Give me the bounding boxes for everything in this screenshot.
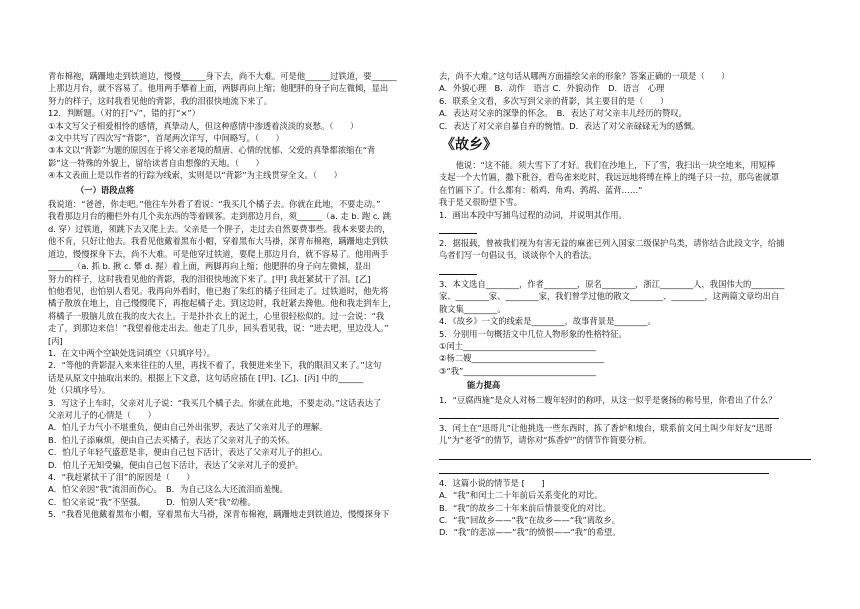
- question-line: ①闰土________________________________: [439, 340, 596, 351]
- passage-line: 他不肯，只好让他去。我看见他戴着黑布小帽，穿着黑布大马褂，深青布棉袍，蹒跚地走到铁: [48, 236, 389, 247]
- question-line: C．怕儿子年轻气盛惹是非，便由自己包下活计，表达了父亲对儿子的担心。: [48, 447, 328, 458]
- question-list: [48, 347, 421, 521]
- question-line: 散文集________。: [439, 303, 506, 314]
- question-line: B．怕儿子添麻烦，便由自己去买橘子，表达了父亲对儿子的关怀。: [48, 434, 295, 445]
- text-line: 努力的样子，这时我看见他的背影，我的泪很快地流下来了。: [48, 95, 273, 106]
- text-line: ④本文表面上是以作者的行踪为线索，实则是以“背影”为主线贯穿全文。（ ）: [48, 170, 342, 181]
- question-block-1: [439, 209, 813, 234]
- text-line: 青布棉袍，蹒跚地走到铁道边，慢慢______身下去，尚不大难。可是他______过铁道，要______: [48, 71, 397, 81]
- question-line: 鸟者们写一句倡议书，谈谈你个人的看法。: [439, 250, 597, 261]
- answer-line[interactable]: [439, 408, 779, 419]
- question-block-4: [439, 394, 813, 419]
- question-line: B．“我”的故乡二十年来前后情景变化的对比。: [439, 502, 611, 513]
- question-line: 4．《故乡》一文的线索是________，故事背景是________。: [439, 316, 656, 327]
- passage: [48, 198, 421, 347]
- passage-line: ______（a. 抓 b. 揪 c. 攀 d. 握）着上面，两脚再向上缩；他肥胖的身子向左微倾，显出: [48, 261, 371, 272]
- question-line: 5．分别用一句概括文中几位人物形象的性格特征。: [439, 328, 627, 339]
- question-line: 3．写这子上车时，父亲对儿子说：“我买几个橘子去。你就在此地，不要走动。”这话表达了: [48, 397, 382, 408]
- question-line: ③“我”________________________________: [439, 365, 597, 376]
- text-line: 影”这一特殊的外貌上，留给读者自由想像的天地。（ ）: [48, 157, 264, 168]
- question-line: C．怕父亲说“我”不坚强。 D．怕别人笑“我”幼稚。: [48, 496, 256, 507]
- passage-line: 支起一个大竹匾，撒下秕谷，看鸟雀来吃时，我远远地将缚在棒上的绳子只一拉，那鸟雀就罩: [439, 172, 780, 183]
- text-line: 去，尚不大难。”这句话从哪两方面描绘父亲的形象？答案正确的一项是（ ）: [439, 71, 730, 81]
- passage-line: 怕他看见，也怕别人看见。我再向外看时，他已抱了朱红的橘子往回走了。过铁道时，他先将: [48, 285, 389, 296]
- text-line: ②文中共写了四次写“背影”，首尾两次详写，中间略写。（ ）: [48, 133, 284, 144]
- right-column: [439, 70, 813, 539]
- text-line: 6．联系全文看，多次写到父亲的背影，其主要目的是（ ）: [439, 95, 669, 106]
- text-line: C．表达了对父亲自暴自弃的惋惜。D．表达了对父亲碌碌无为的感慨。: [439, 120, 701, 131]
- question-line: 儿”为“老爷”的情节，请你对“拣香炉”的情节作简要分析。: [439, 435, 652, 446]
- passage-line: 橘子散放在地上，自己慢慢爬下，再抱起橘子走。到这边时，我赶紧去搀他。他和我走到车上，: [48, 298, 397, 309]
- question-block-5: [439, 422, 813, 474]
- answer-line[interactable]: [439, 463, 769, 474]
- passage-line: 走了，到那边来信！”我望着他走出去。他走了几步，回头看见我，说：“进去吧，里边没人。”: [48, 323, 389, 334]
- question-line: 3．闰土在“迅哥儿”让他挑选一些东西时，拣了香炉和烛台，联系前文闰土叫少年好友“迅哥: [439, 422, 773, 433]
- passage-line: 我看那边月台的栅栏外有几个卖东西的等着顾客。走到那边月台，须______（a. 走 b. 跑 c. 跳: [48, 211, 391, 222]
- left-top-block: [48, 70, 421, 182]
- question-line: 家、________家、________家，我们曾学过他的散文________、________，这两篇文章均出自: [439, 291, 780, 302]
- passage-line: 我于是又很盼望下雪。: [439, 197, 522, 208]
- answer-line[interactable]: [439, 449, 811, 460]
- question-line: 4．“我赶紧拭干了泪”的原因是（ ）: [48, 472, 195, 482]
- text-line: 12．判断题。（对的打“√”，错的打“×”）: [48, 108, 200, 119]
- question-line: 2．据报载，曾被我们视为有害无益的麻雀已列入国家二级保护鸟类，请你结合此段文字，给捕: [439, 238, 785, 249]
- section-title: 《故乡》: [441, 137, 497, 154]
- passage-line: 将橘子一股脑儿放在我的皮大衣上。于是扑扑衣上的泥土，心里很轻松似的。过一会说：“我: [48, 310, 385, 321]
- passage-line: 努力的样子，这时我看见他的背影，我的泪很快地流下来了。[甲] 我赶紧拭干了泪。[乙]: [48, 273, 371, 284]
- text-line: A．表达对父亲的深挚的怀念。 B．表达了对父亲丰儿经历的赞叹。: [439, 108, 687, 119]
- passage-line: 他说：“这不能。须大雪下了才好。我们在沙地上，下了雪，我扫出一块空地来，用短棒: [455, 160, 776, 171]
- answer-line[interactable]: [439, 264, 477, 275]
- question-line: 4．这篇小说的情节是 [ ]: [439, 477, 545, 488]
- right-top-block: [439, 70, 813, 132]
- passage-line: [丙]: [48, 335, 63, 346]
- text-line: ③本文以“背影”为题的原因在于将父亲老境的颓唐、心情的忧郁、父爱的真挚都浓缩在“背: [48, 145, 376, 156]
- question-line: 2．“等他的背影混入来来往往的人里，再找不着了，我便进来坐下，我的眼泪又来了。”这句: [48, 360, 382, 371]
- question-block-6: [439, 477, 813, 539]
- question-line: A．怕儿子力气小不堪重负，便由自己外出张罗，表达了父亲对儿子的理解。: [48, 422, 328, 433]
- question-line: 1．画出本段中写捕鸟过程的动词，并说明其作用。: [439, 209, 627, 220]
- text-line: A．外貌心理 B．动作 语言 C．外貌动作 D．语言 心理: [439, 83, 665, 94]
- passage-line: 道边，慢慢探身下去，尚不大难。可是他穿过铁道，要爬上那边月台，就不容易了。他用两手: [48, 248, 389, 259]
- question-line: A．怕父亲因“我”流泪而伤心。 B．为自己这么大还流泪而羞愧。: [48, 484, 288, 495]
- question-line: 父亲对儿子的心情是（ ）: [48, 409, 156, 420]
- section-heading: （一）语段点将: [76, 184, 135, 195]
- question-block-2: [439, 237, 813, 275]
- question-line: C．“我”回故乡——“我”在故乡——“我”离故乡。: [439, 514, 620, 525]
- section-heading: 能力提高: [467, 380, 501, 391]
- question-line: 1．在文中两个空缺处选词填空（只填序号）。: [48, 347, 216, 358]
- question-line: 处（只填序号）。: [48, 385, 111, 396]
- answer-line[interactable]: [439, 223, 477, 234]
- question-line: 5．“我看见他戴着黑布小帽，穿着黑布大马褂，深青布棉袍，蹒跚地走到铁道边，慢慢探身下: [48, 509, 390, 520]
- passage-line: 我说道：“爸爸，你走吧。”他往车外看了看说：“我买几个橘子去。你就在此地，不要走动。”: [48, 199, 381, 210]
- question-line: 话是从原文中抽取出来的。根据上下文意，这句话应插在 [甲]、[乙]、[丙] 中的______: [48, 372, 364, 383]
- left-column: [48, 70, 421, 521]
- question-line: D．怕儿子无知受骗，便由自己包下活计，表达了父亲对儿子的爱护。: [48, 459, 304, 470]
- question-line: 3．本文选自________，作者________，原名________，浙江________人，我国伟大的________: [439, 278, 785, 289]
- question-line: 1．“豆腐西施”是众人对杨二嫂年轻时的称呼，从这一似乎是褒扬的称号里，你看出了什么？: [439, 394, 777, 405]
- passage-line: 在竹匾下了。什么都有：稻鸡、角鸡、鹁鸪、蓝背……”: [439, 184, 643, 195]
- question-line: A．“我”和闰土二十年前后关系变化的对比。: [439, 490, 603, 501]
- question-line: D．“我”的悲凉——“我”的愤恨——“我”的希望。: [439, 527, 621, 538]
- passage: [439, 159, 813, 209]
- text-line: 上那边月台，就不容易了。他用两手攀着上面，两脚再向上缩；他肥胖的身子向左微倾，显出: [48, 83, 389, 94]
- text-line: ①本文写父子相爱相怜的感情，真挚动人，但这种感情中渗透着淡淡的哀愁。（ ）: [48, 120, 359, 131]
- question-line: ②杨二嫂________________________________: [439, 353, 605, 364]
- question-block-3: [439, 278, 813, 377]
- passage-line: d. 穿）过铁道，须跳下去又爬上去。父亲是一个胖子，走过去自然要费事些。我本来要去的，: [48, 223, 391, 234]
